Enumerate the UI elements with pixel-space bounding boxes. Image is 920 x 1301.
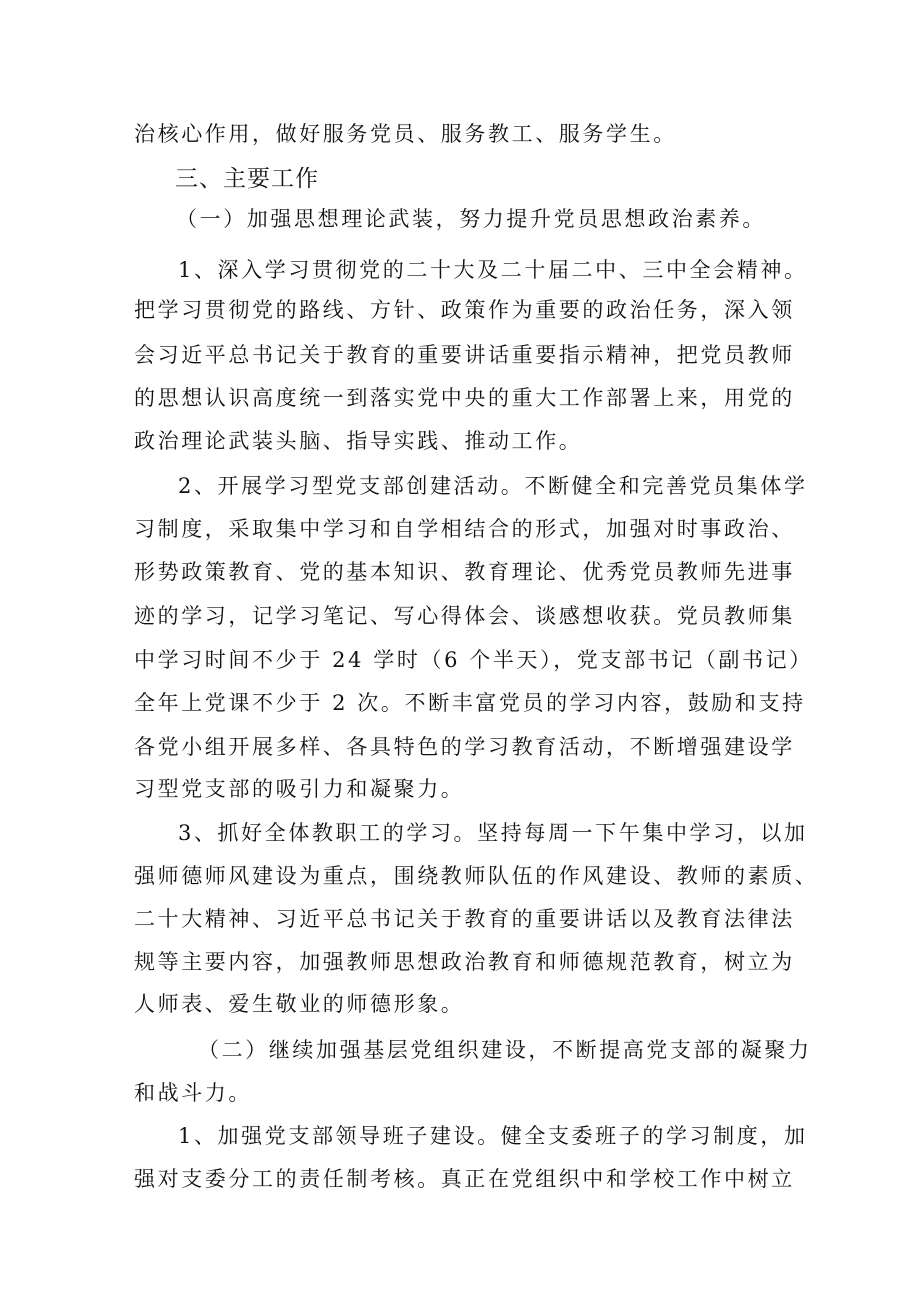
paragraph-line: 强对支委分工的责任制考核。真正在党组织中和学校工作中树立: [134, 1167, 795, 1191]
paragraph-line: 1、加强党支部领导班子建设。健全支委班子的学习制度，加: [178, 1124, 808, 1148]
paragraph-line: 习制度，采取集中学习和自学相结合的形式，加强对时事政治、: [134, 517, 795, 541]
subsection-heading: （二）继续加强基层党组织建设，不断提高党支部的凝聚力: [198, 1038, 812, 1062]
paragraph-line: 各党小组开展多样、各具特色的学习教育活动，不断增强建设学: [134, 735, 795, 759]
paragraph-line: 1、深入学习贯彻党的二十大及二十届二中、三中全会精神。: [178, 258, 808, 282]
paragraph-line: 强师德师风建设为重点，围绕教师队伍的作风建设、教师的素质、: [134, 864, 819, 888]
paragraph-line: 全年上党课不少于 2 次。不断丰富党员的学习内容，鼓励和支持: [134, 691, 806, 715]
paragraph-line: 形势政策教育、党的基本知识、教育理论、优秀党员教师先进事: [134, 560, 795, 584]
subsection-heading: 和战斗力。: [134, 1081, 252, 1105]
paragraph-line: 会习近平总书记关于教育的重要讲话重要指示精神，把党员教师: [134, 343, 795, 367]
section-heading: 三、主要工作: [175, 166, 319, 192]
paragraph-line: 中学习时间不少于 24 学时（6 个半天），党支部书记（副书记）: [134, 648, 813, 672]
paragraph-line: 习型党支部的吸引力和凝聚力。: [134, 777, 465, 801]
paragraph-line: 2、开展学习型党支部创建活动。不断健全和完善党员集体学: [178, 474, 808, 498]
paragraph-line: 3、抓好全体教职工的学习。坚持每周一下午集中学习，以加: [178, 821, 808, 845]
paragraph-line: 的思想认识高度统一到落实党中央的重大工作部署上来，用党的: [134, 386, 795, 410]
text-line: 治核心作用，做好服务党员、服务教工、服务学生。: [134, 122, 677, 146]
paragraph-line: 人师表、爱生敬业的师德形象。: [134, 992, 465, 1016]
paragraph-line: 规等主要内容，加强教师思想政治教育和师德规范教育，树立为: [134, 950, 795, 974]
subsection-heading: （一）加强思想理论武装，努力提升党员思想政治素养。: [176, 207, 766, 231]
paragraph-line: 把学习贯彻党的路线、方针、政策作为重要的政治任务，深入领: [134, 298, 795, 322]
paragraph-line: 迹的学习，记学习笔记、写心得体会、谈感想收获。党员教师集: [134, 604, 795, 628]
paragraph-line: 二十大精神、习近平总书记关于教育的重要讲话以及教育法律法: [134, 907, 795, 931]
paragraph-line: 政治理论武装头脑、指导实践、推动工作。: [134, 429, 583, 453]
